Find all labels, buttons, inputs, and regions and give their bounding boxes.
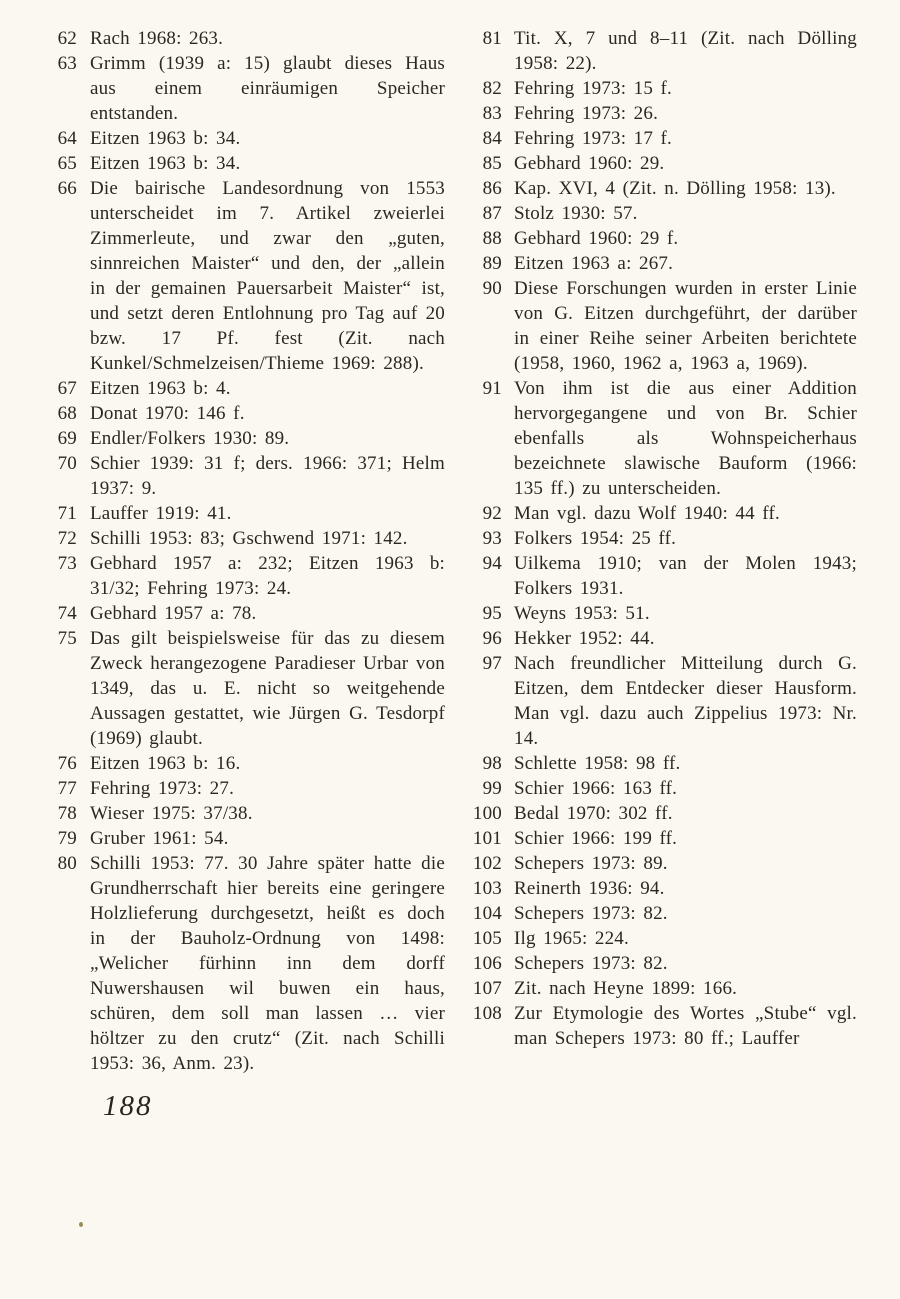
- footnote-item: [45, 26, 445, 51]
- footnote-item: [464, 26, 857, 76]
- footnote-text: Lauffer 1919: 41.: [90, 503, 232, 524]
- footnote-text: Folkers 1954: 25 ff.: [514, 528, 677, 549]
- footnote-text: Endler/Folkers 1930: 89.: [90, 428, 290, 449]
- footnote-text: Stolz 1930: 57.: [514, 203, 638, 224]
- footnote-item: [464, 626, 857, 651]
- footnote-text: Schier 1966: 163 ff.: [514, 778, 678, 799]
- page-number: 188: [103, 1090, 153, 1122]
- footnote-item: [464, 526, 857, 551]
- footnote-number: 87: [482, 203, 502, 224]
- footnote-text: Schlette 1958: 98 ff.: [514, 753, 681, 774]
- footnote-number: 108: [472, 1003, 502, 1024]
- footnote-text: Rach 1968: 263.: [90, 28, 224, 49]
- footnote-item: [45, 751, 445, 776]
- footnote-number: 101: [472, 828, 502, 849]
- footnote-text: Fehring 1973: 17 f.: [514, 128, 673, 149]
- footnote-item: [45, 126, 445, 151]
- footnote-item: [45, 151, 445, 176]
- footnote-number: 91: [482, 378, 502, 399]
- footnote-item: [464, 151, 857, 176]
- footnote-item: [45, 601, 445, 626]
- footnote-number: 79: [57, 828, 77, 849]
- footnote-item: [464, 651, 857, 751]
- footnote-text: Weyns 1953: 51.: [514, 603, 650, 624]
- footnote-item: [45, 376, 445, 401]
- footnote-number: 68: [57, 403, 77, 424]
- footnote-item: [464, 176, 857, 201]
- footnote-item: [464, 201, 857, 226]
- footnote-text: Schepers 1973: 89.: [514, 853, 668, 874]
- footnote-number: 77: [57, 778, 77, 799]
- footnote-number: 100: [472, 803, 502, 824]
- footnote-number: 73: [57, 553, 77, 574]
- footnote-item: [45, 801, 445, 826]
- footnote-text: Schier 1939: 31 f; ders. 1966: 371; Helm 1937: 9.: [90, 453, 445, 499]
- footnote-text: Schilli 1953: 83; Gschwend 1971: 142.: [90, 528, 408, 549]
- footnote-number: 83: [482, 103, 502, 124]
- footnote-item: [45, 776, 445, 801]
- footnote-text: Schier 1966: 199 ff.: [514, 828, 678, 849]
- footnote-item: [464, 276, 857, 376]
- footnote-number: 80: [57, 853, 77, 874]
- footnote-item: [464, 376, 857, 501]
- footnote-item: [464, 826, 857, 851]
- footnote-text: Fehring 1973: 15 f.: [514, 78, 673, 99]
- footnote-number: 66: [57, 178, 77, 199]
- footnote-number: 86: [482, 178, 502, 199]
- footnote-item: [464, 926, 857, 951]
- footnote-text: Eitzen 1963 b: 16.: [90, 753, 241, 774]
- footnote-item: [464, 1001, 857, 1051]
- footnote-number: 105: [472, 928, 502, 949]
- footnote-text: Reinerth 1936: 94.: [514, 878, 665, 899]
- footnote-item: [45, 851, 445, 1076]
- footnote-item: [464, 76, 857, 101]
- footnote-item: [464, 751, 857, 776]
- footnote-text: Gebhard 1960: 29 f.: [514, 228, 679, 249]
- footnote-number: 94: [482, 553, 502, 574]
- paper-speck: [79, 1222, 83, 1227]
- footnote-text: Gebhard 1960: 29.: [514, 153, 665, 174]
- footnote-item: [45, 551, 445, 601]
- footnote-item: [464, 801, 857, 826]
- footnote-item: [464, 226, 857, 251]
- footnote-number: 98: [482, 753, 502, 774]
- footnote-item: [464, 951, 857, 976]
- footnote-text: Fehring 1973: 26.: [514, 103, 659, 124]
- footnote-text: Zit. nach Heyne 1899: 166.: [514, 978, 738, 999]
- footnote-text: Zur Etymologie des Wortes „Stube“ vgl. man Schepers 1973: 80 ff.; Lauffer: [514, 1003, 857, 1049]
- footnote-number: 97: [482, 653, 502, 674]
- footnote-item: [45, 526, 445, 551]
- footnote-number: 74: [57, 603, 77, 624]
- footnote-text: Bedal 1970: 302 ff.: [514, 803, 673, 824]
- footnote-number: 75: [57, 628, 77, 649]
- footnote-number: 96: [482, 628, 502, 649]
- footnote-number: 99: [482, 778, 502, 799]
- footnote-text: Fehring 1973: 27.: [90, 778, 235, 799]
- footnote-item: [464, 776, 857, 801]
- footnote-number: 81: [482, 28, 502, 49]
- footnotes-column-left: [45, 26, 445, 1076]
- footnote-item: [464, 976, 857, 1001]
- footnote-item: [464, 101, 857, 126]
- footnote-number: 71: [57, 503, 77, 524]
- footnote-text: Eitzen 1963 b: 34.: [90, 153, 241, 174]
- footnote-text: Wieser 1975: 37/38.: [90, 803, 253, 824]
- footnote-number: 84: [482, 128, 502, 149]
- footnote-number: 89: [482, 253, 502, 274]
- footnote-number: 88: [482, 228, 502, 249]
- footnote-item: [45, 176, 445, 376]
- footnote-text: Man vgl. dazu Wolf 1940: 44 ff.: [514, 503, 780, 524]
- footnote-text: Das gilt beispielsweise für das zu diesem Zweck herangezogene Paradieser Urbar von 1349, das u. E. nicht so weitgehende Aussagen gestattet, wie Jürgen G. Tesdorpf (1969) glaubt.: [90, 628, 445, 749]
- footnote-number: 95: [482, 603, 502, 624]
- footnote-text: Gruber 1961: 54.: [90, 828, 229, 849]
- footnote-text: Eitzen 1963 b: 34.: [90, 128, 241, 149]
- footnote-item: [464, 901, 857, 926]
- footnote-number: 92: [482, 503, 502, 524]
- footnote-text: Von ihm ist die aus einer Addition hervorgegangene und von Br. Schier ebenfalls als Wohnspeicherhaus bezeichnete slawische Bauform (1966: 135 ff.) zu unterscheiden.: [514, 378, 857, 499]
- footnote-item: [45, 426, 445, 451]
- footnotes-column-right: [464, 26, 857, 1051]
- footnote-number: 65: [57, 153, 77, 174]
- footnote-item: [464, 126, 857, 151]
- footnote-number: 107: [472, 978, 502, 999]
- footnote-text: Gebhard 1957 a: 78.: [90, 603, 257, 624]
- footnote-text: Diese Forschungen wurden in erster Linie von G. Eitzen durchgeführt, der darüber in einer Reihe seiner Arbeiten berichtete (1958, 1960, 1962 a, 1963 a, 1969).: [514, 278, 857, 374]
- footnote-number: 82: [482, 78, 502, 99]
- footnote-item: [464, 501, 857, 526]
- footnote-number: 62: [57, 28, 77, 49]
- footnote-text: Nach freundlicher Mitteilung durch G. Eitzen, dem Entdecker dieser Hausform. Man vgl. dazu auch Zippelius 1973: Nr. 14.: [514, 653, 857, 749]
- footnote-number: 72: [57, 528, 77, 549]
- footnote-text: Eitzen 1963 b: 4.: [90, 378, 231, 399]
- footnote-number: 69: [57, 428, 77, 449]
- footnote-item: [45, 401, 445, 426]
- footnote-number: 90: [482, 278, 502, 299]
- footnote-number: 64: [57, 128, 77, 149]
- footnote-number: 103: [472, 878, 502, 899]
- footnote-text: Ilg 1965: 224.: [514, 928, 629, 949]
- footnote-text: Gebhard 1957 a: 232; Eitzen 1963 b: 31/32; Fehring 1973: 24.: [90, 553, 445, 599]
- footnote-text: Eitzen 1963 a: 267.: [514, 253, 674, 274]
- footnote-item: [45, 51, 445, 126]
- footnote-text: Tit. X, 7 und 8–11 (Zit. nach Dölling 1958: 22).: [514, 28, 857, 74]
- footnote-number: 78: [57, 803, 77, 824]
- footnote-item: [464, 551, 857, 601]
- footnote-text: Hekker 1952: 44.: [514, 628, 655, 649]
- footnote-item: [45, 501, 445, 526]
- footnote-text: Die bairische Landesordnung von 1553 unterscheidet im 7. Artikel zweierlei Zimmerleute, und zwar den „guten, sinnreichen Maister“ und den, der „allein in der gemainen Pauersarbeit Maister“ ist, und setzt deren Entlohnung pro Tag auf 20 bzw. 17 Pf. fest (Zit. nach Kunkel/Schmelzeisen/Thieme 1969: 288).: [90, 178, 445, 374]
- footnote-item: [464, 601, 857, 626]
- footnote-item: [45, 626, 445, 751]
- footnote-item: [45, 826, 445, 851]
- footnote-number: 63: [57, 53, 77, 74]
- footnote-item: [464, 851, 857, 876]
- footnote-text: Uilkema 1910; van der Molen 1943; Folkers 1931.: [514, 553, 857, 599]
- footnote-item: [464, 876, 857, 901]
- footnote-item: [464, 251, 857, 276]
- footnote-number: 106: [472, 953, 502, 974]
- footnote-number: 102: [472, 853, 502, 874]
- footnote-item: [45, 451, 445, 501]
- footnote-text: Schilli 1953: 77. 30 Jahre später hatte die Grundherrschaft hier bereits eine geringere Holzlieferung durchgesetzt, heißt es doch in der Bauholz-Ordnung von 1498: „Welicher fürhinn inn dem dorff Nuwershausen wil buwen ein haus, schüren, dem soll man lassen … vier höltzer zu den crutz“ (Zit. nach Schilli 1953: 36, Anm. 23).: [90, 853, 445, 1074]
- footnote-text: Schepers 1973: 82.: [514, 953, 668, 974]
- footnote-text: Grimm (1939 a: 15) glaubt dieses Haus aus einem einräumigen Speicher entstanden.: [90, 53, 445, 124]
- footnote-number: 104: [472, 903, 502, 924]
- footnote-text: Kap. XVI, 4 (Zit. n. Dölling 1958: 13).: [514, 178, 836, 199]
- footnote-text: Schepers 1973: 82.: [514, 903, 668, 924]
- footnote-number: 70: [57, 453, 77, 474]
- footnote-number: 85: [482, 153, 502, 174]
- footnote-text: Donat 1970: 146 f.: [90, 403, 245, 424]
- footnote-number: 76: [57, 753, 77, 774]
- footnote-number: 93: [482, 528, 502, 549]
- footnote-number: 67: [57, 378, 77, 399]
